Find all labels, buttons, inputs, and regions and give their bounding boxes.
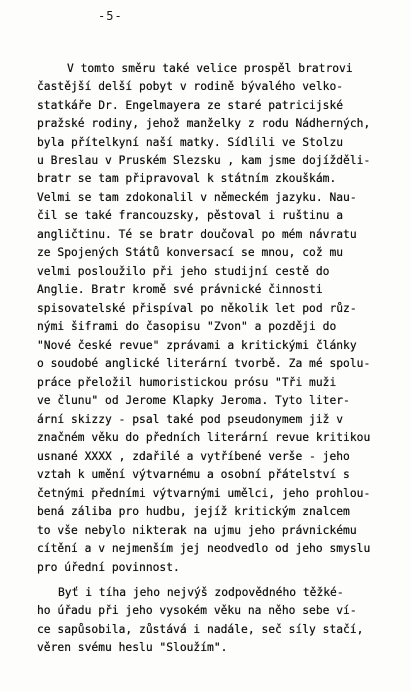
text-line: o soudobé anglické literární tvorbě. Za mé spolu- bbox=[37, 357, 371, 370]
text-line: značném věku do předních literární revue kritikou bbox=[37, 431, 371, 444]
text-line: to vše nebylo nikterak na ujmu jeho právnickému bbox=[37, 524, 357, 537]
page-number: -5- bbox=[98, 9, 123, 23]
text-line: V tomto směru také velice prospěl bratrovi bbox=[67, 62, 353, 75]
text-line: Anglie. Bratr kromě své právnické činnosti bbox=[37, 283, 323, 296]
text-line: ve člunu" od Jerome Klapky Jeroma. Tyto liter- bbox=[37, 394, 350, 407]
text-line: u Breslau v Pruském Slezsku , kam jsme dojížděli- bbox=[37, 154, 371, 167]
text-line: bená záliba pro hudbu, jejíž kritickým znalcem bbox=[37, 505, 350, 518]
text-line: velmi posloužilo při jeho studijní cestě do bbox=[37, 265, 330, 278]
text-line: cítění a v nejmenším jej neodvedlo od jeho smyslu bbox=[37, 542, 371, 555]
text-line: usnané XXXX , zdařilé a vytříbené verše - jeho bbox=[37, 450, 350, 463]
text-line: čil se také francouzsky, pěstoval i ruštinu a bbox=[37, 209, 344, 222]
text-line: bratr se tam připravoval k státním zkouškám. bbox=[37, 172, 337, 185]
text-line: nými šiframi do časopisu "Zvon" a později do bbox=[37, 320, 337, 333]
text-line: Velmi se tam zdokonalil v německém jazyku. Nau- bbox=[37, 191, 357, 204]
text-line: spisovatelské přispíval po několik let pod růz- bbox=[37, 302, 357, 315]
text-line: ho úřadu při jeho vysokém věku na něho sebe ví- bbox=[37, 604, 357, 617]
text-line: pražské rodiny, jehož manželky z rodu Nádherných, bbox=[37, 117, 371, 130]
text-line: "Nové české revue" zprávami a kritickými články bbox=[37, 339, 357, 352]
text-line: byla přítelkyní naší matky. Sídlili ve Stolzu bbox=[37, 136, 344, 149]
text-line: ze Spojených Států konversací se mnou, což mu bbox=[37, 246, 344, 259]
text-line: pro úřední povinnost. bbox=[37, 561, 180, 574]
text-line: vztah k umění výtvarnému a osobní přátelství s bbox=[37, 468, 350, 481]
text-line: práce přeložil humoristickou prósu "Tři muži bbox=[37, 376, 337, 389]
text-line: statkáře Dr. Engelmayera ze staré patricijské bbox=[37, 99, 344, 112]
text-line: ární skizzy - psal také pod pseudonymem již v bbox=[37, 413, 344, 426]
text-line: ce sapůsobila, zůstává i nadále, seč síly stačí, bbox=[37, 623, 364, 636]
text-line: častější delší pobyt v rodině bývalého velko- bbox=[37, 80, 344, 93]
text-line: angličtinu. Té se bratr doučoval po mém návratu bbox=[37, 228, 357, 241]
text-line: Byť i tíha jeho nejvýš zodpovědného těžké- bbox=[58, 586, 344, 599]
text-line: četnými předními výtvarnými umělci, jeho prohlou- bbox=[37, 487, 371, 500]
text-line: věren svému heslu "Sloužím". bbox=[37, 641, 228, 654]
